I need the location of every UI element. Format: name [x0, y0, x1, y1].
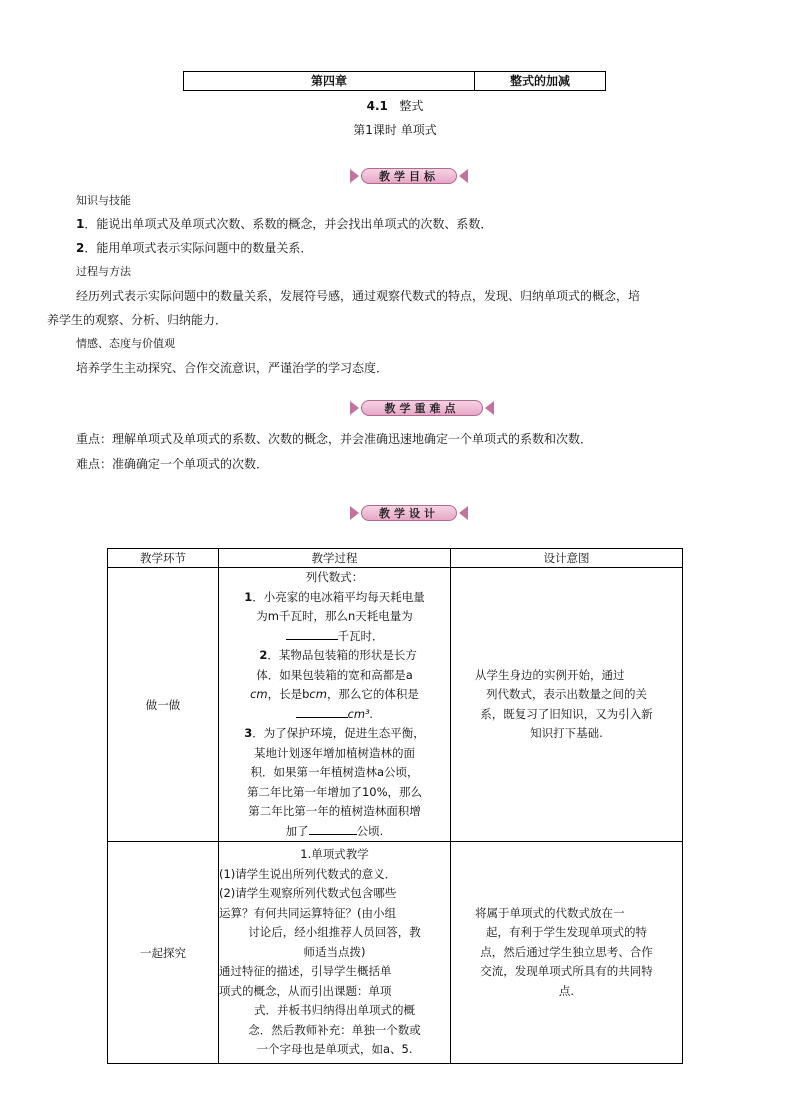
intent-line: 起，有利于学生发现单项式的特: [486, 925, 647, 940]
emotion-text: 培养学生主动探究、合作交流意识，严谨治学的学习态度．: [76, 361, 389, 375]
table-header-row: [108, 549, 683, 568]
column-header-stage: 教学环节: [108, 549, 219, 568]
question-3-blank: 加了 公顷.: [285, 823, 384, 838]
process-line: 讨论后，经小组推荐人员回答，教: [248, 925, 421, 940]
stage-cell: 做一做: [108, 568, 219, 842]
question-2-line: 体．如果包装箱的宽和高都是a: [256, 667, 413, 682]
key-points-banner: [345, 398, 499, 418]
section-name: 整式: [399, 99, 424, 113]
question-3-line: 某地计划逐年增加植树造林的面: [254, 745, 415, 760]
question-3-line: 第二年比第一年的植树造林面积增: [248, 804, 421, 818]
process-heading: 过程与方法: [76, 265, 131, 278]
chapter-header: [183, 71, 606, 91]
process-line: 师适当点拨): [303, 944, 366, 959]
objectives-banner: [345, 166, 473, 186]
process-line: 式．并板书归纳得出单项式的概: [254, 1003, 415, 1018]
question-1: 1．小亮家的电冰箱平均每天耗电量: [244, 589, 425, 604]
knowledge-heading: 知识与技能: [76, 194, 131, 207]
process-line: 念．然后教师补充：单独一个数或: [248, 1022, 421, 1037]
intent-line: 从学生身边的实例开始，通过: [475, 667, 625, 682]
question-2-blank: cm³.: [219, 705, 450, 725]
question-2-line-2: cm，长是bcm，那么它的体积是: [250, 687, 419, 701]
process-line: 项式的概念，从而引出课题：单项: [219, 983, 392, 998]
objectives-banner-label: 教学目标: [361, 168, 457, 184]
teaching-design-table: [107, 548, 683, 1064]
question-1-blank: 千瓦时．: [219, 627, 450, 647]
knowledge-item-2: 2．能用单项式表示实际问题中的数量关系．: [76, 241, 313, 255]
table-row: [108, 568, 683, 842]
arrow-right-icon: [350, 169, 359, 183]
process-line: (2)请学生观察所列代数式包含哪些: [219, 886, 397, 901]
process-line: (1)请学生说出所列代数式的意义．: [219, 866, 397, 881]
process-cell: [219, 568, 451, 842]
column-header-intent: 设计意图: [451, 549, 683, 568]
table-row: [108, 842, 683, 1064]
process-line: 通过特征的描述，引导学生概括单: [219, 964, 392, 979]
intent-line: 点，然后通过学生独立思考、合作: [480, 944, 653, 959]
process-text-line-2: 养学生的观察、分析、归纳能力．: [47, 313, 228, 327]
section-title: [0, 97, 790, 114]
intent-cell: [451, 842, 683, 1064]
process-intro: 列代数式：: [305, 570, 364, 584]
arrow-left-icon: [459, 169, 468, 183]
lesson-title: 第1课时 单项式: [353, 123, 437, 137]
process-text-line-1: 经历列式表示实际问题中的数量关系，发展符号感，通过观察代数式的特点，发现、归纳单项式的概念，培: [76, 289, 641, 303]
emotion-heading: 情感、态度与价值观: [76, 337, 175, 350]
question-1-line: 为m千瓦时，那么n天耗电量为: [256, 609, 413, 623]
question-3-line: 第二年比第一年增加了10%，那么: [246, 784, 423, 799]
column-header-process: 教学过程: [219, 549, 451, 568]
arrow-right-icon: [350, 506, 359, 520]
intent-line: 点.: [558, 983, 575, 998]
intent-line: 知识打下基础.: [530, 726, 603, 740]
arrow-right-icon: [350, 401, 359, 415]
key-points-banner-label: 教学重难点: [361, 400, 483, 416]
arrow-left-icon: [459, 506, 468, 520]
difficulty-text: 难点：准确确定一个单项式的次数．: [76, 457, 269, 471]
question-3: 3．为了保护环境，促进生态平衡，: [244, 726, 425, 740]
intent-line: 系，既复习了旧知识，又为引入新: [480, 706, 653, 721]
intent-line: 交流，发现单项式所具有的共同特: [480, 964, 653, 979]
process-heading: 1.单项式教学: [300, 847, 369, 862]
process-line: 一个字母也是单项式，如a、5.: [256, 1042, 413, 1057]
chapter-number: 第四章: [184, 72, 475, 90]
knowledge-item-1: 1．能说出单项式及单项式次数、系数的概念，并会找出单项式的次数、系数．: [76, 217, 493, 231]
chapter-title: 整式的加减: [509, 74, 570, 88]
section-number: 4.1: [366, 99, 388, 113]
design-banner-label: 教学设计: [361, 505, 457, 521]
focus-text: 重点：理解单项式及单项式的系数、次数的概念，并会准确迅速地确定一个单项式的系数和次数．: [76, 432, 593, 446]
intent-cell: [451, 568, 683, 842]
process-line: 运算？有何共同运算特征？(由小组: [219, 905, 396, 920]
arrow-left-icon: [485, 401, 494, 415]
question-2: 2．某物品包装箱的形状是长方: [259, 648, 417, 662]
stage-cell: 一起探究: [108, 842, 219, 1064]
intent-line: 将属于单项式的代数式放在一: [475, 905, 625, 920]
question-3-line: 积．如果第一年植树造林a公顷，: [250, 765, 419, 779]
process-cell: [219, 842, 451, 1064]
intent-line: 列代数式，表示出数量之间的关: [486, 687, 647, 701]
design-banner: [345, 503, 473, 523]
